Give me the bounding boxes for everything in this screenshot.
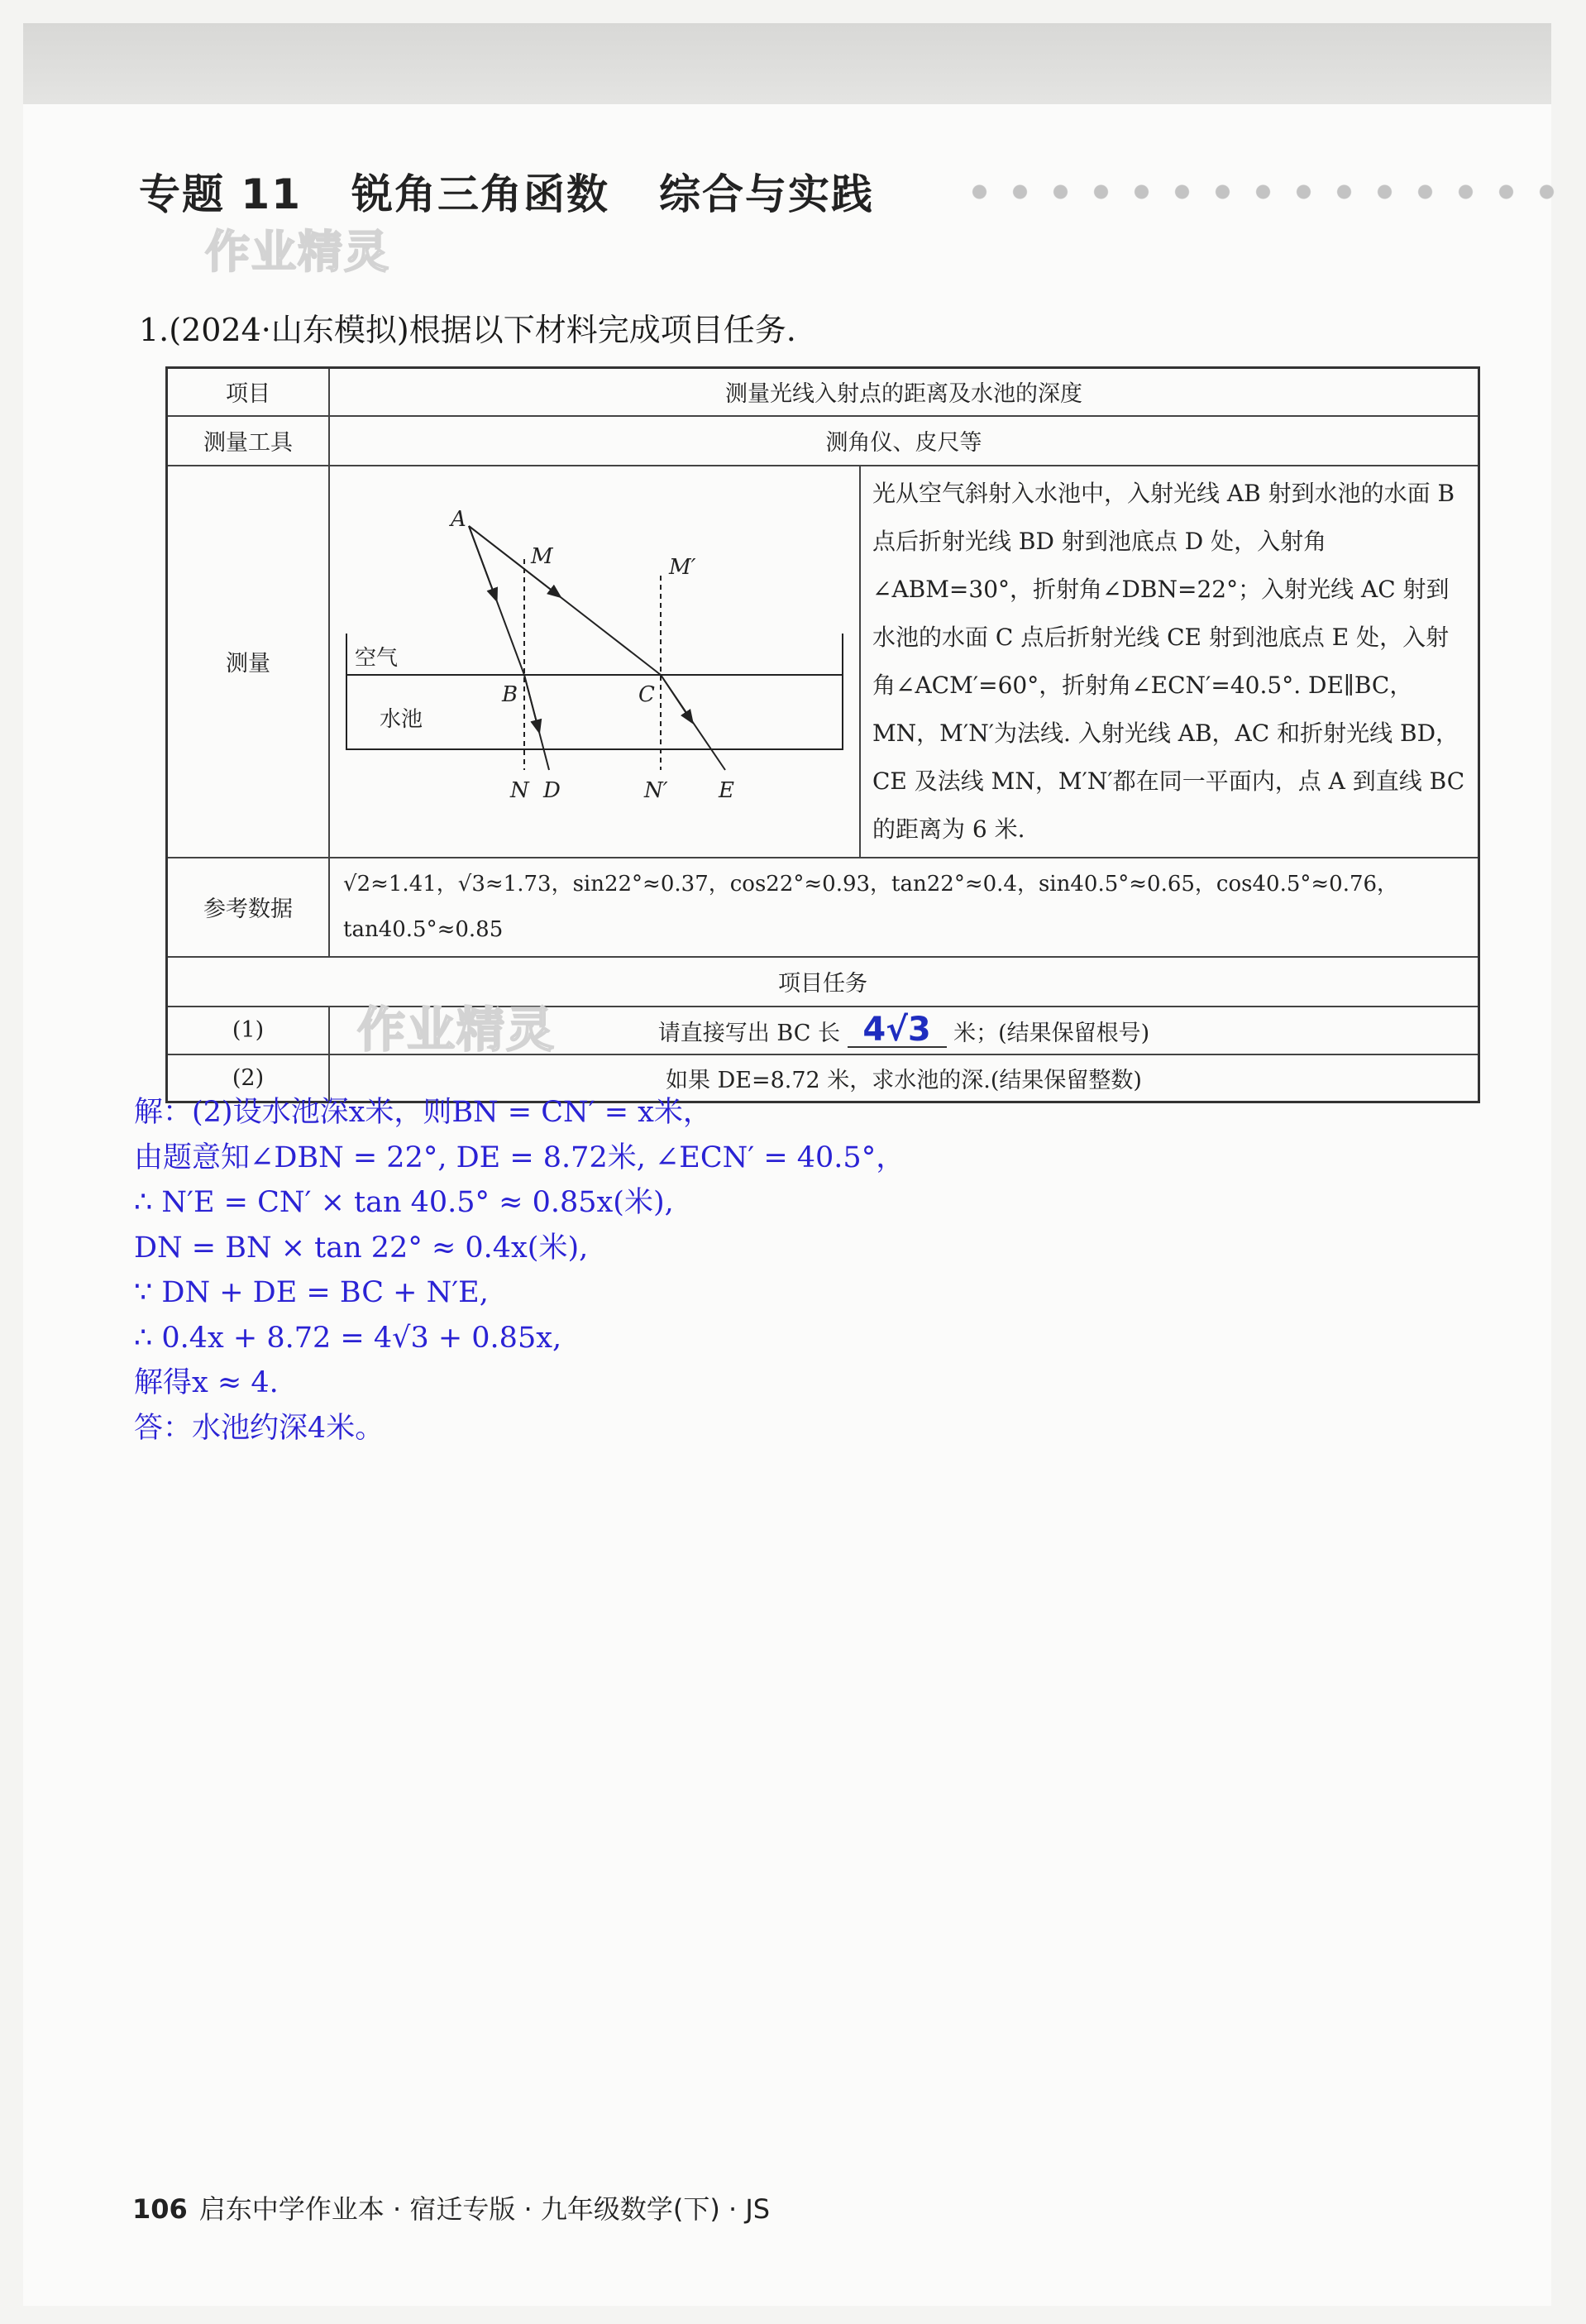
page-number: 106 [132,2193,188,2225]
label-c: C [638,682,655,707]
watermark-top: 作业精灵 [205,226,390,278]
row-value: 测量光线入射点的距离及水池的深度 [329,368,1479,416]
reference-line-2: tan40.5°≈0.85 [343,916,504,942]
row-label: 测量工具 [167,416,330,466]
book-title: 启东中学作业本 · 宿迁专版 · 九年级数学(下) · JS [198,2193,771,2225]
label-a: A [451,507,466,532]
task-text: 如果 DE=8.72 米，求水池的深.(结果保留整数) [329,1054,1479,1102]
solution-line: ∵ DN + DE = BC + N′E, [134,1276,489,1309]
ray-ce-arrow [661,675,690,720]
label-m2: M′ [669,555,696,580]
table-row [167,368,1479,416]
label-n2: N′ [644,778,668,803]
table-row-reference [167,858,1479,957]
question-text: 1.(2024·山东模拟)根据以下材料完成项目任务. [139,312,796,348]
task-text: 请直接写出 BC 长 [657,1020,840,1046]
label-e: E [719,778,734,803]
topic-title: 锐角三角函数 [351,170,609,218]
label-d: D [543,778,561,803]
task-text-after: 米；(结果保留根号) [953,1020,1150,1046]
label-air: 空气 [355,646,399,671]
solution-line: 答：水池约深4米。 [134,1411,385,1445]
refraction-diagram [330,485,859,832]
solution-line: 解：(2)设水池深x米，则BN = CN′ = x米， [134,1096,712,1129]
ray-bd-arrow [524,675,538,729]
row-value: 测角仪、皮尺等 [329,416,1479,466]
top-band [23,23,1551,104]
solution-line: 解得x ≈ 4. [134,1366,279,1399]
measure-description: 光从空气斜射入水池中，入射光线 AB 射到水池的水面 B 点后折射光线 BD 射到池底点 D 处，入射角∠ABM=30°，折射角∠DBN=22°；入射光线 AC 射到水池的水面 C 点后折射光线 CE 射到池底点 E 处，入射角∠ACM′=60°，折射角∠ECN′=40.5°. DE∥BC，MN，M′N′为法线. 入射光线 AB，AC 和折射光线 BD，CE 及法线 MN，M′N′都在同一平面内，点 A 到直线 BC 的距离为 6 米. [860,466,1479,858]
section-header [139,161,924,221]
header-dots [959,184,1555,200]
reference-label: 参考数据 [167,858,330,957]
page-footer [132,2188,770,2226]
solution-line: DN = BN × tan 22° ≈ 0.4x(米), [134,1231,589,1265]
pool-walls [346,634,843,749]
answer-blank: 4√3 [848,1013,947,1048]
topic-number: 专题 11 [139,170,302,218]
task-number: (1) [167,1007,330,1054]
solution-line: ∴ 0.4x + 8.72 = 4√3 + 0.85x, [134,1321,562,1355]
handwritten-solution [134,1090,905,1451]
table-row-measure [167,466,1479,858]
task-number: (2) [167,1054,330,1102]
watermark-middle: 作业精灵 [357,1002,557,1058]
label-b: B [502,682,518,707]
table-row [167,416,1479,466]
tasks-header: 项目任务 [167,957,1479,1007]
label-n: N [510,778,529,803]
row-label: 项目 [167,368,330,416]
label-pool: 水池 [380,707,423,732]
diagram-cell [329,466,860,858]
reference-line-1: √2≈1.41，√3≈1.73，sin22°≈0.37，cos22°≈0.93，tan22°≈0.4，sin40.5°≈0.65，cos40.5°≈0.76， [343,871,1399,897]
solution-line: 由题意知∠DBN = 22°, DE = 8.72米, ∠ECN′ = 40.5°， [134,1140,905,1174]
measure-label: 测量 [167,466,330,858]
label-m: M [531,544,553,569]
topic-subtitle: 综合与实践 [659,170,874,218]
reference-data [329,858,1479,957]
solution-line: ∴ N′E = CN′ × tan 40.5° ≈ 0.85x(米), [134,1186,674,1219]
